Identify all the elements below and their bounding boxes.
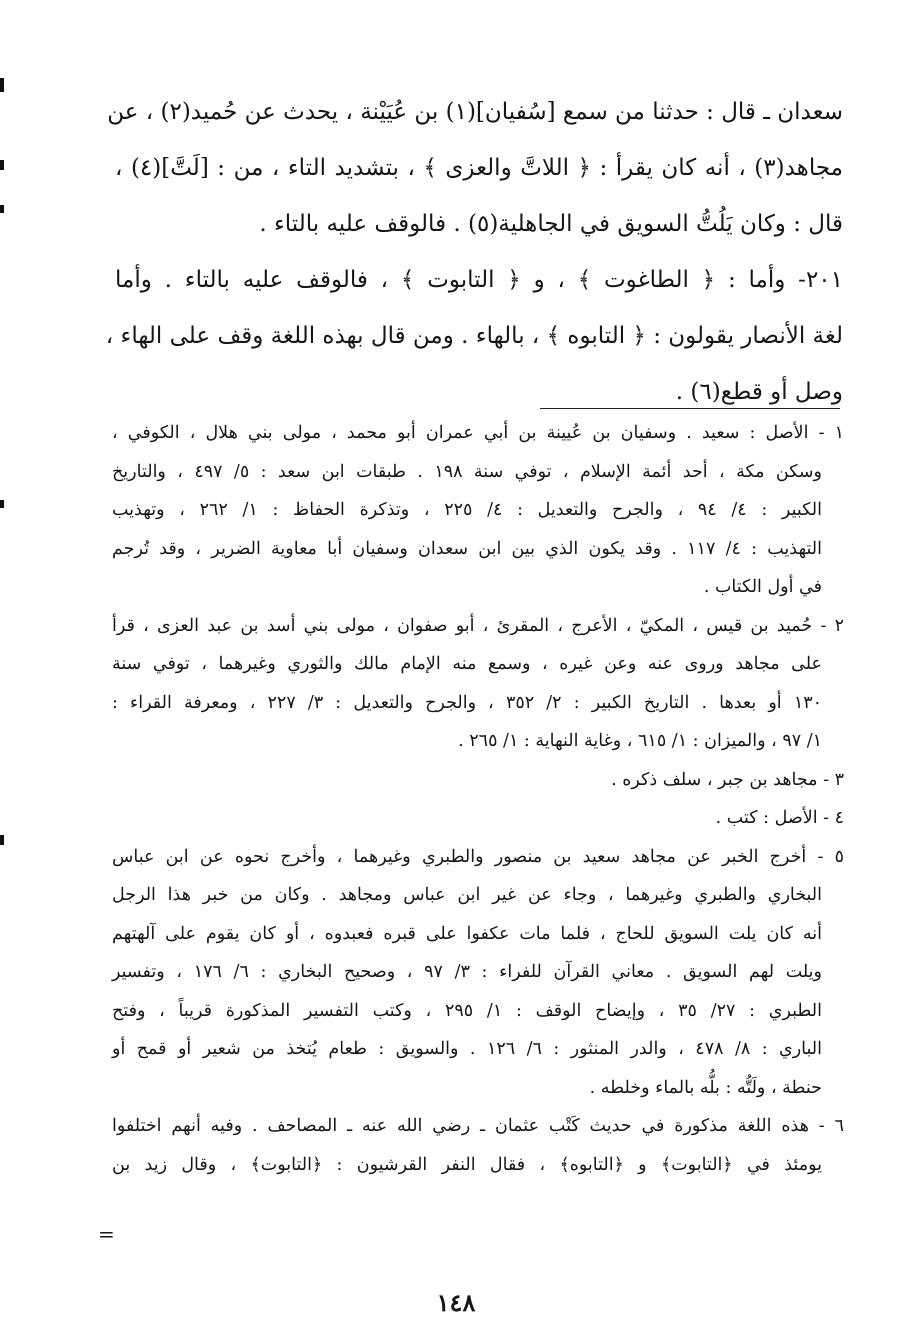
text-line: وصل أو قطع(٦) . xyxy=(675,379,843,405)
footnote-line: ٥ - أخرج الخبر عن مجاهد سعيد بن منصور والطبري وغيرهما ، وأخرج نحوه عن ابن عباس xyxy=(112,846,844,867)
footnote-3 xyxy=(112,761,844,800)
footnote-line: أنه كان يلت السويق للحاج ، فلما مات عكفوا على قبره فعبدوه ، أو كان يقوم على آلهتهم xyxy=(112,923,822,944)
footnote-line: على مجاهد وروى عنه وعن غيره ، وسمع منه الإمام مالك والثوري وغيرهما ، توفي سنة xyxy=(112,654,822,674)
footnote-4 xyxy=(112,799,844,838)
footnote-line: التهذيب : ٤/ ١١٧ . وقد يكون الذي بين ابن سعدان وسفيان أبا معاوية الضرير ، وقد تُرجم xyxy=(112,538,822,559)
paragraph-1 xyxy=(107,84,843,252)
footnote-line: ٢ - حُميد بن قيس ، المكيّ ، الأعرج ، المقرئ ، أبو صفوان ، مولى بني أسد بن عبد العزى ، قرأ xyxy=(112,615,844,636)
footnote-1 xyxy=(112,414,844,607)
scan-edge-mark xyxy=(0,78,4,92)
footnote-line: الكبير : ٤/ ٩٤ ، والجرح والتعديل : ٤/ ٢٢٥ ، وتذكرة الحفاظ : ١/ ٢٦٢ ، وتهذيب xyxy=(112,500,822,520)
footnote-line: ويلت لهم السويق . معاني القرآن للفراء : ٣/ ٩٧ ، وصحيح البخاري : ٦/ ١٧٦ ، وتفسير xyxy=(112,962,823,982)
footnote-2 xyxy=(112,607,844,761)
footnotes xyxy=(112,414,844,1184)
scan-edge-mark xyxy=(0,205,4,213)
footnote-line: ٣ - مجاهد بن جبر ، سلف ذكره . xyxy=(611,769,844,790)
footnote-line: حنطة ، ولَتُّه : بلُّه بالماء وخلطه . xyxy=(589,1077,822,1098)
footnote-5 xyxy=(112,838,844,1108)
footnote-6 xyxy=(112,1107,844,1184)
text-line: لغة الأنصار يقولون : ﴿ التابوه ﴾ ، بالهاء . ومن قال بهذه اللغة وقف على الهاء ، xyxy=(105,323,843,349)
text-line: سعدان ـ قال : حدثنا من سمع [سُفيان](١) بن عُيَيْنة ، يحدث عن حُميد(٢) ، عن xyxy=(107,99,843,125)
text-line: ٢٠١- وأما : ﴿ الطاغوت ﴾ ، و ﴿ التابوت ﴾ ، فالوقف عليه بالتاء . وأما xyxy=(115,267,843,293)
footnote-line: يومئذ في ﴿التابوت﴾ و ﴿التابوه﴾ ، فقال النفر القرشيون : ﴿التابوت﴾ ، وقال زيد بن xyxy=(112,1154,822,1175)
footnote-line: ١/ ٩٧ ، والميزان : ١/ ٦١٥ ، وغاية النهاية : ١/ ٢٦٥ . xyxy=(458,731,822,751)
page-number: ١٤٨ xyxy=(436,1288,476,1317)
text-line: مجاهد(٣) ، أنه كان يقرأ : ﴿ اللاتَّ والعزى ﴾ ، بتشديد التاء ، من : [لَتَّ](٤) ، xyxy=(115,155,843,181)
footnote-line: ٤ - الأصل : كتب . xyxy=(715,808,844,828)
continuation-mark: = xyxy=(98,1222,115,1246)
footnote-separator xyxy=(540,408,840,409)
footnote-line: الطبري : ٢٧/ ٣٥ ، وإيضاح الوقف : ١/ ٢٩٥ ، وكتب التفسير المذكورة قريباً ، وفتح xyxy=(112,1000,822,1021)
paragraph-201 xyxy=(105,252,843,420)
footnote-line: ٦ - هذه اللغة مذكورة في حديث كَتْب عثمان ـ رضي الله عنه ـ المصاحف . وفيه أنهم اختلفوا xyxy=(112,1116,844,1136)
text-line: قال : وكان يَلُتُّ السويق في الجاهلية(٥) . فالوقف عليه بالتاء . xyxy=(259,211,843,237)
footnote-line: ١٣٠ أو بعدها . التاريخ الكبير : ٢/ ٣٥٢ ، والجرح والتعديل : ٣/ ٢٢٧ ، ومعرفة القراء : xyxy=(112,692,823,713)
footnote-line: الباري : ٨/ ٤٧٨ ، والدر المنثور : ٦/ ١٢٦ . والسويق : طعام يُتخذ من شعير أو قمح أو xyxy=(112,1039,822,1059)
footnote-line: وسكن مكة ، أحد أئمة الإسلام ، توفي سنة ١٩٨ . طبقات ابن سعد : ٥/ ٤٩٧ ، والتاريخ xyxy=(112,461,822,482)
scan-edge-mark xyxy=(0,835,4,845)
footnote-line: البخاري والطبري وغيرهما ، وجاء عن غير ابن عباس ومجاهد . وكان من خبر هذا الرجل xyxy=(112,885,822,905)
scan-edge-mark xyxy=(0,500,4,508)
scan-edge-mark xyxy=(0,160,4,170)
footnote-line: في أول الكتاب . xyxy=(703,577,822,597)
footnote-line: ١ - الأصل : سعيد . وسفيان بن عُيينة بن أبي عمران أبو محمد ، مولى بني هلال ، الكوفي ، xyxy=(112,423,844,443)
